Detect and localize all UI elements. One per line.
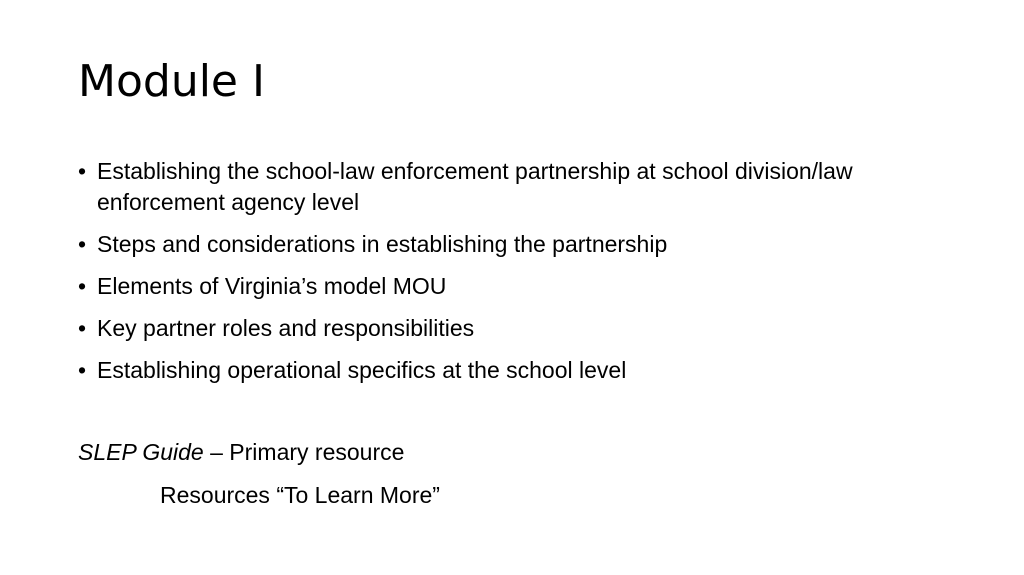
- bullet-item: [78, 355, 858, 386]
- bullet-text: Steps and considerations in establishing the partnership: [97, 231, 668, 257]
- bullet-text: Establishing the school-law enforcement partnership at school division/law enforcement agency level: [97, 158, 853, 215]
- bullet-text: Key partner roles and responsibilities: [97, 315, 475, 341]
- bullet-marker: •: [78, 231, 87, 257]
- bullet-marker: •: [78, 315, 87, 341]
- bullet-marker: •: [78, 273, 87, 299]
- bullet-text: Elements of Virginia’s model MOU: [97, 273, 447, 299]
- guide-name: SLEP Guide: [78, 439, 204, 465]
- bullet-item: [78, 313, 858, 344]
- slide-title: Module I: [78, 56, 265, 107]
- bullet-list: [78, 156, 858, 397]
- bullet-item: [78, 229, 858, 260]
- bullet-marker: •: [78, 158, 87, 184]
- guide-suffix: – Primary resource: [203, 439, 405, 465]
- resources-to-learn-more: Resources “To Learn More”: [160, 482, 440, 508]
- primary-resource-line: [78, 437, 404, 468]
- bullet-text: Establishing operational specifics at the school level: [97, 357, 627, 383]
- bullet-item: [78, 156, 858, 218]
- bullet-item: [78, 271, 858, 302]
- bullet-marker: •: [78, 357, 87, 383]
